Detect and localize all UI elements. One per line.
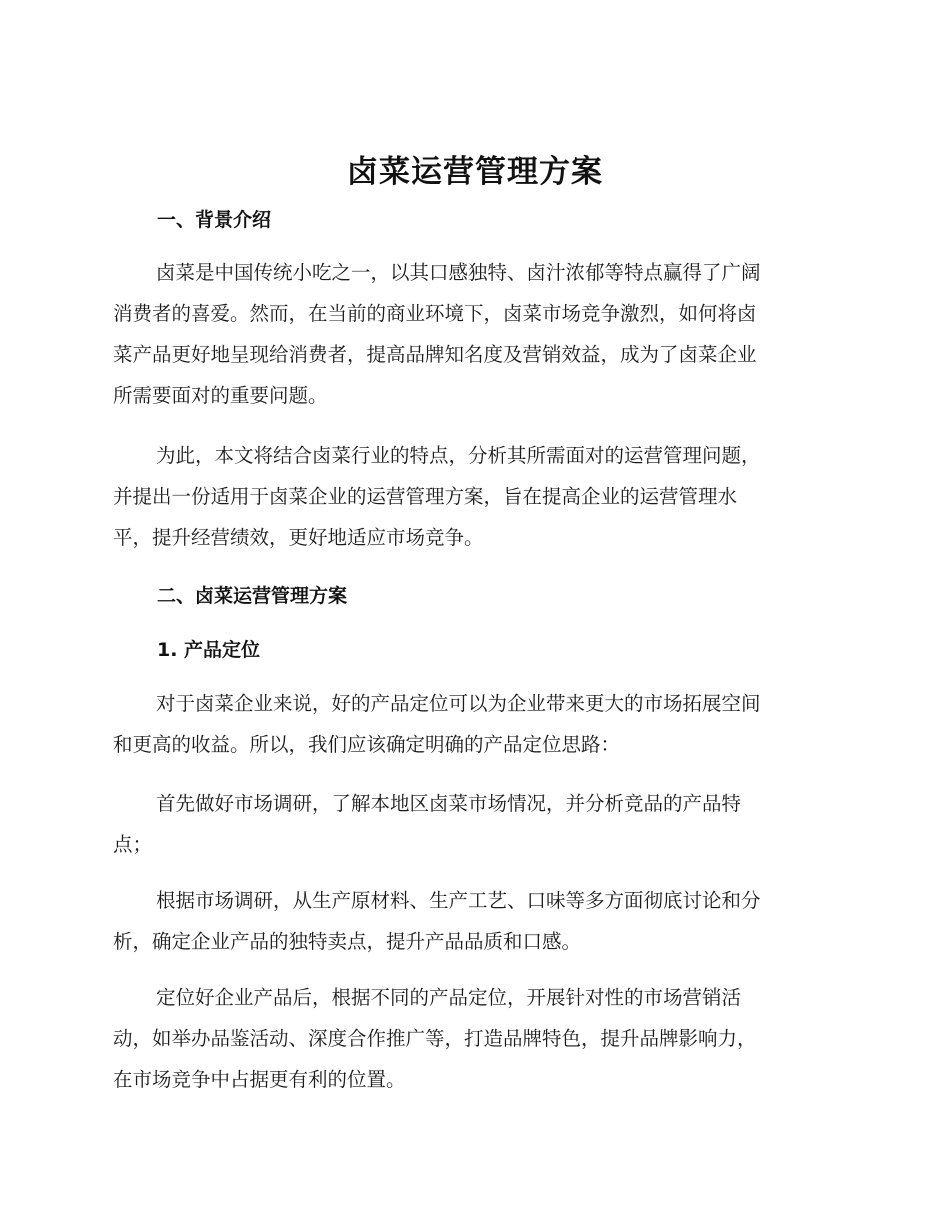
text-line: 卤菜是中国传统小吃之一，以其口感独特、卤汁浓郁等特点赢得了广阔	[156, 261, 761, 284]
text-line: 定位好企业产品后，根据不同的产品定位，开展针对性的市场营销活	[156, 986, 742, 1009]
text-line: 和更高的收益。所以，我们应该确定明确的产品定位思路：	[113, 733, 621, 756]
text-line: 点；	[113, 833, 153, 856]
text-line: 消费者的喜爱。然而，在当前的商业环境下，卤菜市场竞争激烈，如何将卤	[113, 302, 757, 325]
text-line: 动，如举办品鉴活动、深度合作推广等，打造品牌特色，提升品牌影响力，	[113, 1027, 757, 1050]
paragraph-positioning-intro	[113, 683, 835, 765]
section-heading-plan: 二、卤菜运营管理方案	[157, 585, 348, 607]
text-line: 析，确定企业产品的独特卖点，提升产品品质和口感。	[113, 930, 582, 953]
text-line: 根据市场调研，从生产原材料、生产工艺、口味等多方面彻底讨论和分	[156, 889, 761, 912]
text-line: 所需要面对的重要问题。	[113, 384, 328, 407]
text-line: 在市场竞争中占据更有利的位置。	[113, 1068, 406, 1091]
text-line: 并提出一份适用于卤菜企业的运营管理方案，旨在提高企业的运营管理水	[113, 485, 738, 508]
text-line: 首先做好市场调研，了解本地区卤菜市场情况，并分析竞品的产品特	[156, 792, 742, 815]
paragraph-marketing-activities	[113, 977, 835, 1100]
text-line: 平，提升经营绩效，更好地适应市场竞争。	[113, 526, 484, 549]
text-line: 为此，本文将结合卤菜行业的特点，分析其所需面对的运营管理问题，	[156, 444, 761, 467]
section-heading-background: 一、背景介绍	[157, 209, 272, 231]
paragraph-background-1	[113, 252, 835, 416]
text-line: 菜产品更好地呈现给消费者，提高品牌知名度及营销效益，成为了卤菜企业	[113, 343, 757, 366]
paragraph-background-2	[113, 435, 835, 558]
paragraph-market-research	[113, 783, 835, 865]
document-title: 卤菜运营管理方案	[347, 154, 603, 190]
paragraph-unique-selling-point	[113, 880, 835, 962]
text-line: 对于卤菜企业来说，好的产品定位可以为企业带来更大的市场拓展空间	[156, 692, 761, 715]
subsection-heading-product-positioning: 1. 产品定位	[157, 639, 261, 661]
